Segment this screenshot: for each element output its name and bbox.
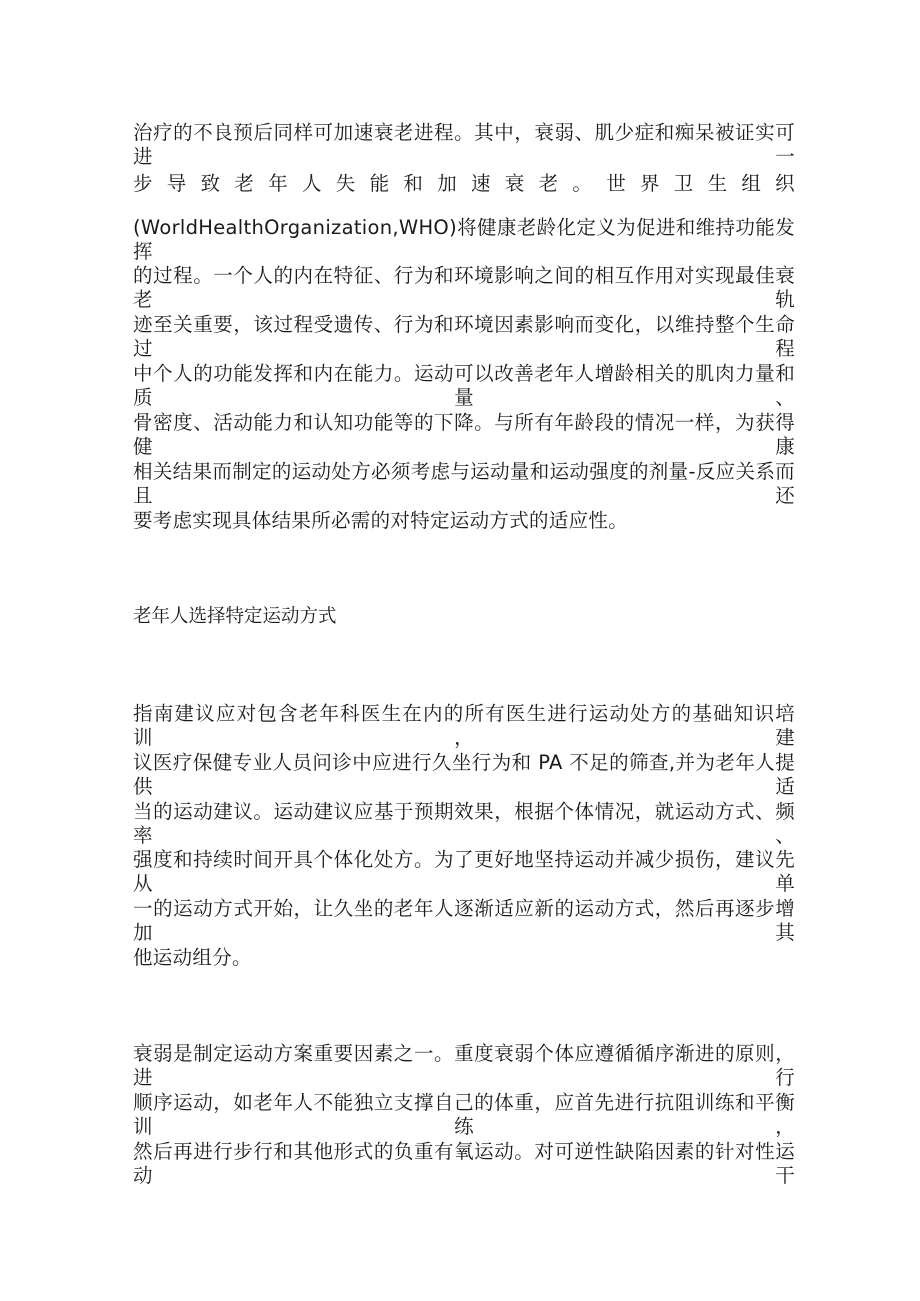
paragraph1-line-9: 要考虑实现具体结果所必需的对特定运动方式的适应性。 [133,509,629,532]
paragraph2-line-3: 当的运动建议。运动建议应基于预期效果，根据个体情况，就运动方式、频率、 [133,800,795,847]
paragraph3-line-3: 然后再进行步行和其他形式的负重有氧运动。对可逆性缺陷因素的针对性运动干 [133,1140,795,1187]
paragraph1-line-3: (WorldHealthOrganization,WHO)将健康老龄化定义为促进和维持功能发挥 [133,216,795,263]
paragraph2-line-5: 一的运动方式开始，让久坐的老年人逐渐适应新的运动方式，然后再逐步增加其 [133,897,795,944]
section-heading: 老年人选择特定运动方式 [133,606,337,627]
paragraph2-line-2: 议医疗保健专业人员问诊中应进行久坐行为和 PA 不足的筛查,并为老年人提供适 [133,751,795,798]
paragraph1-line-4: 的过程。一个人的内在特征、行为和环境影响之间的相互作用对实现最佳衰老轨 [133,264,795,311]
paragraph1-line-1: 治疗的不良预后同样可加速衰老进程。其中，衰弱、肌少症和痴呆被证实可进一 [133,121,795,168]
paragraph1-line-7: 骨密度、活动能力和认知功能等的下降。与所有年龄段的情况一样，为获得健康 [133,411,795,458]
paragraph1-line-6: 中个人的功能发挥和内在能力。运动可以改善老年人增龄相关的肌肉力量和质量、 [133,362,795,409]
paragraph2-line-4: 强度和持续时间开具个体化处方。为了更好地坚持运动并减少损伤，建议先从单 [133,848,795,895]
paragraph2-line-1: 指南建议应对包含老年科医生在内的所有医生进行运动处方的基础知识培训，建 [133,702,795,749]
paragraph1-line-2: 步 导 致 老 年 人 失 能 和 加 速 衰 老 。 世 界 卫 生 组 织 [133,172,795,195]
paragraph1-line-5: 迹至关重要，该过程受遗传、行为和环境因素影响而变化，以维持整个生命过程 [133,313,795,360]
paragraph3-line-2: 顺序运动，如老年人不能独立支撑自己的体重，应首先进行抗阻训练和平衡训练， [133,1091,795,1138]
paragraph1-line-8: 相关结果而制定的运动处方必须考虑与运动量和运动强度的剂量-反应关系而且还 [133,460,795,507]
paragraph3-line-1: 衰弱是制定运动方案重要因素之一。重度衰弱个体应遵循循序渐进的原则，进行 [133,1042,795,1089]
paragraph2-line-6: 他运动组分。 [133,946,252,969]
